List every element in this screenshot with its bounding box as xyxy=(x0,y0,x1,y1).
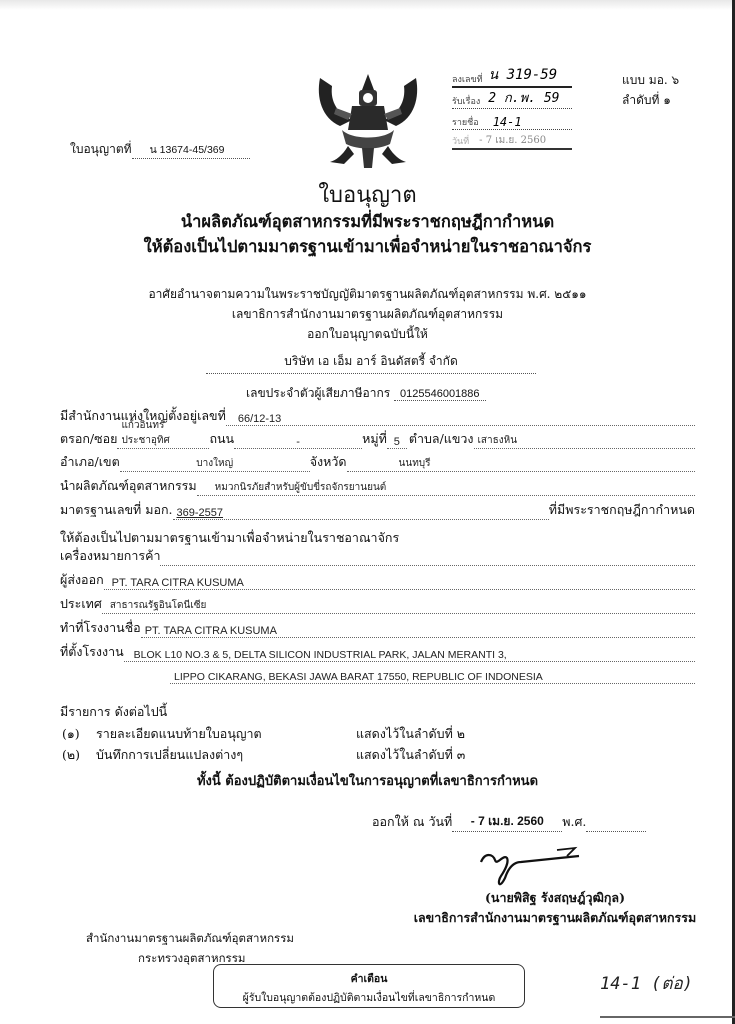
issue-date-value: - 7 เม.ย. 2560 xyxy=(452,812,562,832)
issue-date-label: ออกให้ ณ วันที่ xyxy=(372,814,453,829)
garuda-emblem xyxy=(312,68,424,172)
product-value: หมวกนิรภัยสำหรับผู้ขับขี่รถจักรยานยนต์ xyxy=(214,482,387,493)
hq-value: 66/12-13 xyxy=(237,413,282,425)
list-item xyxy=(62,724,542,745)
issuing-office xyxy=(86,928,294,968)
item-number: (๒) xyxy=(62,747,80,762)
field-trademark xyxy=(60,548,695,566)
stamp-value: 2 ก.พ. 59 xyxy=(488,91,560,106)
scan-bottom-edge xyxy=(600,1016,735,1018)
field-factory-name xyxy=(60,620,695,638)
tax-id xyxy=(246,384,486,403)
moo-label: หมู่ที่ xyxy=(362,431,387,446)
factory-address-label: ที่ตั้งโรงงาน xyxy=(60,644,124,659)
licensee-company: บริษัท เอ เอ็ม อาร์ อินดัสตรี้ จำกัด xyxy=(206,352,536,374)
factory-name-label: ทำที่โรงงานชื่อ xyxy=(60,620,141,635)
conform-text: ให้ต้องเป็นไปตามมาตรฐานเข้ามาเพื่อจำหน่ายในราชอาณาจักร xyxy=(60,530,400,545)
standard-suffix: ที่มีพระราชกฤษฎีกากำหนด xyxy=(548,502,695,517)
title-line-2: ให้ต้องเป็นไปตามมาตรฐานเข้ามาเพื่อจำหน่ายในราชอาณาจักร xyxy=(143,237,592,256)
product-label: นำผลิตภัณฑ์อุตสาหกรรม xyxy=(60,478,197,493)
license-number-value: น 13674-45/369 xyxy=(132,141,250,159)
country-value: สาธารณรัฐอินโดนีเซีย xyxy=(109,600,207,611)
page-title: ใบอนุญาต xyxy=(318,183,417,208)
tambon-value: เสาธงหิน xyxy=(477,435,518,446)
signature-icon xyxy=(475,842,585,894)
condition-text: ทั้งนี้ ต้องปฏิบัติตามเงื่อนไขในการอนุญาตที่เลขาธิการกำหนด xyxy=(196,774,539,789)
item-reference: แสดงไว้ในลำดับที่ ๒ xyxy=(356,726,466,741)
signatory-block xyxy=(400,888,710,928)
exporter-label: ผู้ส่งออก xyxy=(60,572,104,587)
field-address xyxy=(60,420,695,449)
stamp-value: 14-1 xyxy=(492,115,522,129)
hq-label: มีสำนักงานแห่งใหญ่ตั้งอยู่เลขที่ xyxy=(60,408,226,423)
field-factory-address xyxy=(60,644,695,662)
exporter-value: PT. TARA CITRA KUSUMA xyxy=(111,577,244,589)
stamp-row-date xyxy=(452,130,572,150)
amphoe-label: อำเภอ/เขต xyxy=(60,454,120,469)
field-product xyxy=(60,478,695,496)
province-label: จังหวัด xyxy=(309,454,347,469)
sequence-number: ลำดับที่ ๑ xyxy=(622,93,671,107)
soi-label: ตรอก/ซอย xyxy=(60,431,118,446)
preamble xyxy=(0,284,735,344)
amphoe-value: บางใหญ่ xyxy=(196,458,234,469)
office-line-1: สำนักงานมาตรฐานผลิตภัณฑ์อุตสาหกรรม xyxy=(86,931,294,945)
moo-value: 5 xyxy=(393,436,400,448)
trademark-label: เครื่องหมายการค้า xyxy=(60,548,161,563)
license-number-label: ใบอนุญาตที่ xyxy=(70,142,132,156)
stamp-label: วันที่ xyxy=(452,137,470,147)
stamp-label: รายชื่อ xyxy=(452,118,479,128)
factory-address-line-2: LIPPO CIKARANG, BEKASI JAWA BARAT 17550, REPUBLIC OF INDONESIA xyxy=(174,671,543,683)
province-value: นนทบุรี xyxy=(398,458,431,469)
factory-address-line-1: BLOK L10 NO.3 & 5, DELTA SILICON INDUSTRIAL PARK, JALAN MERANTI 3, xyxy=(133,649,507,661)
tambon-label: ตำบล/แขวง xyxy=(408,431,474,446)
standard-value: 369-2557 xyxy=(176,507,224,519)
items-list xyxy=(62,724,542,766)
license-number xyxy=(70,140,250,159)
issue-date xyxy=(372,812,646,832)
field-standard xyxy=(60,502,695,520)
issue-era: พ.ศ. xyxy=(562,814,587,829)
soi-value: แก้วอินทร์ประชาอุทิศ xyxy=(121,420,170,446)
stamp-value: - 7 เม.ย. 2560 xyxy=(479,135,547,146)
form-code: แบบ มอ. ๖ xyxy=(622,73,680,87)
preamble-line-3: ออกใบอนุญาตฉบับนี้ให้ xyxy=(307,327,428,341)
tax-id-label: เลขประจำตัวผู้เสียภาษีอากร xyxy=(246,386,391,400)
title-block xyxy=(0,182,735,260)
stamp-value: น 319-59 xyxy=(488,67,558,83)
handwritten-note: 14-1 (ต่อ) xyxy=(600,974,693,994)
items-heading: มีรายการ ดังต่อไปนี้ xyxy=(60,704,168,719)
list-item xyxy=(62,745,542,766)
field-district xyxy=(60,454,695,472)
stamp-label: รับเรื่อง xyxy=(452,97,481,107)
country-label: ประเทศ xyxy=(60,596,102,611)
era-blank xyxy=(586,831,646,832)
warning-text: ผู้รับใบอนุญาตต้องปฏิบัติตามเงื่อนไขที่เลขาธิการกำหนด xyxy=(242,992,496,1004)
item-text: บันทึกการเปลี่ยนแปลงต่างๆ xyxy=(96,747,244,762)
standard-label: มาตรฐานเลขที่ มอก. xyxy=(60,502,173,517)
stamp-row-received xyxy=(452,88,572,109)
form-code-block xyxy=(622,70,679,110)
warning-title: คำเตือน xyxy=(350,973,388,985)
field-factory-address-2 xyxy=(170,666,695,684)
tax-id-value: 0125546001886 xyxy=(394,388,486,401)
title-line-1: นำผลิตภัณฑ์อุตสาหกรรมที่มีพระราชกฤษฎีกากำหนด xyxy=(180,212,555,231)
preamble-line-2: เลขาธิการสำนักงานมาตรฐานผลิตภัณฑ์อุตสาหกรรม xyxy=(231,307,504,321)
garuda-icon xyxy=(312,68,424,172)
field-exporter xyxy=(60,572,695,590)
road-label: ถนน xyxy=(209,431,235,446)
stamp-row-list xyxy=(452,109,572,130)
scan-top-edge xyxy=(0,0,735,10)
item-text: รายละเอียดแนบท้ายใบอนุญาต xyxy=(96,726,262,741)
field-country xyxy=(60,596,695,614)
road-value: - xyxy=(296,436,300,448)
item-reference: แสดงไว้ในลำดับที่ ๓ xyxy=(356,747,466,762)
factory-name-value: PT. TARA CITRA KUSUMA xyxy=(144,625,277,637)
stamp-row-number xyxy=(452,66,572,88)
warning-box xyxy=(213,964,525,1008)
stamp-label: ลงเลขที่ xyxy=(452,75,483,85)
preamble-line-1: อาศัยอำนาจตามความในพระราชบัญญัติมาตรฐานผลิตภัณฑ์อุตสาหกรรม พ.ศ. ๒๕๑๑ xyxy=(148,287,587,301)
signatory-name: (นายพิสิฐ รังสฤษฎ์วุฒิกุล) xyxy=(484,890,626,905)
signatory-title: เลขาธิการสำนักงานมาตรฐานผลิตภัณฑ์อุตสาหกรรม xyxy=(413,910,697,925)
office-line-2: กระทรวงอุตสาหกรรม xyxy=(138,951,246,965)
item-number: (๑) xyxy=(62,726,80,741)
receipt-stamp xyxy=(452,66,572,150)
